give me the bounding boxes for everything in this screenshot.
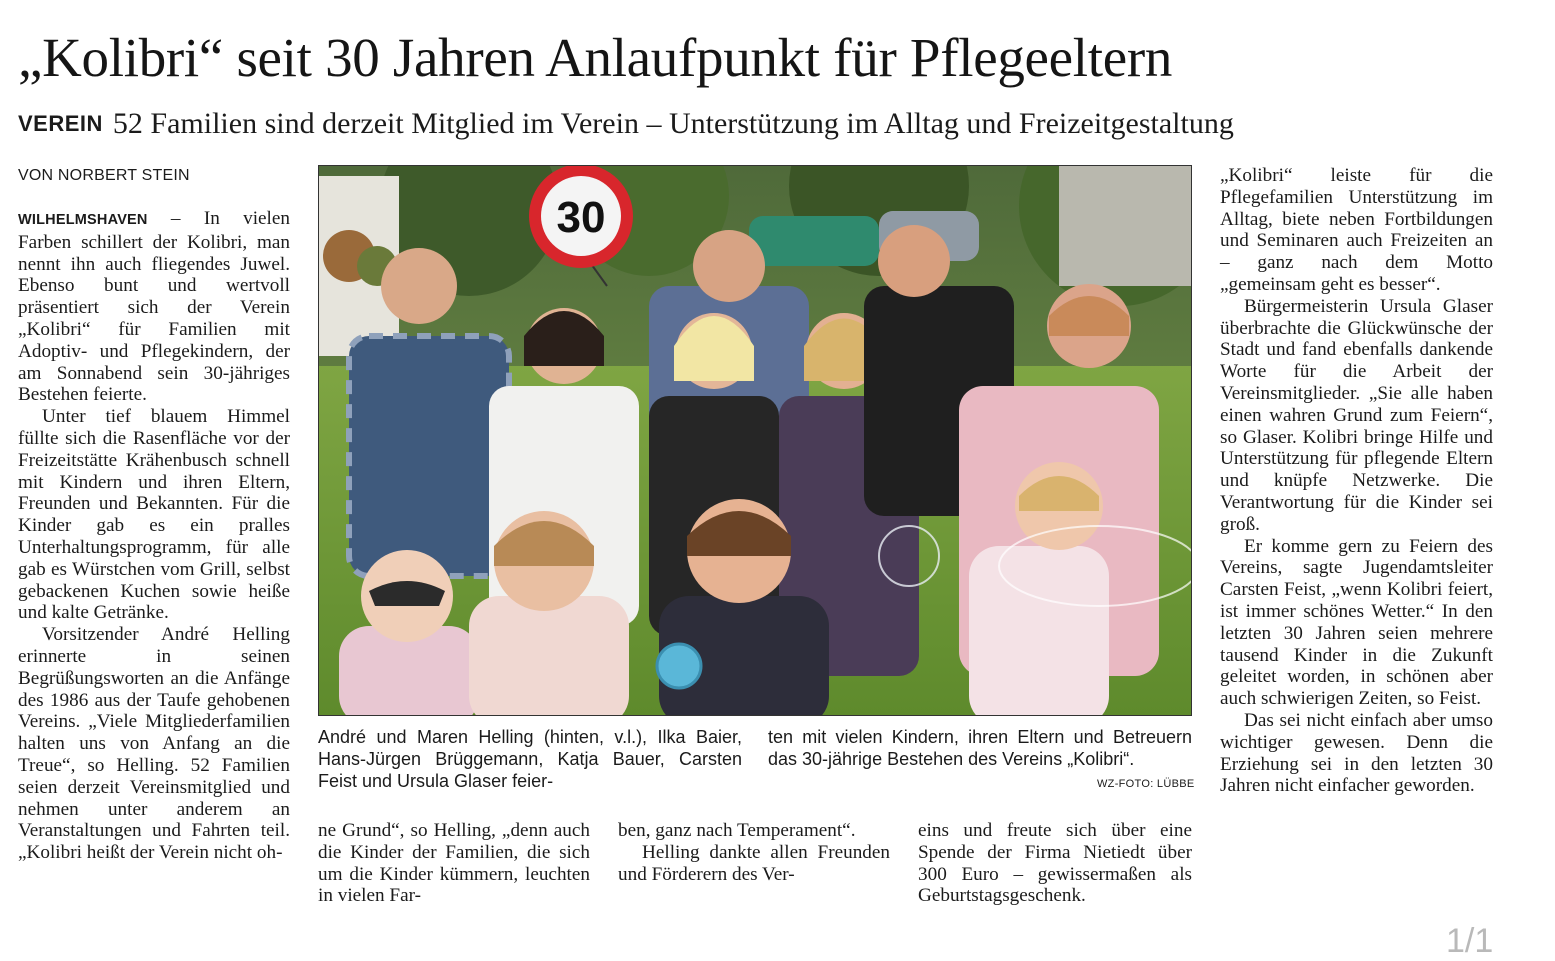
article-column-2 [318,820,590,907]
balloon-number: 30 [556,193,606,242]
byline: VON NORBERT STEIN [18,167,190,184]
article-column-3 [618,820,890,885]
article-column-5 [1220,165,1493,797]
paragraph: Unter tief blauem Himmel füllte sich die Rasenfläche vor der Freizeitstätte Krähenbusch schnell mit Kindern und ihren Eltern, Freunden und Bekannten. Für die Kinder gab es ein pralles Unterhaltungsprogramm, für alle gab es Würstchen vom Grill, selbst gebackenen Kuchen sowie heiße und kalte Getränke. [18,406,290,624]
headline: „Kolibri“ seit 30 Jahren Anlaufpunkt für Pflegeeltern [18,27,1173,88]
photo-caption-right: ten mit vielen Kindern, ihren Eltern und Betreuern das 30-jährige Bestehen des Vereins „Kolibri“. [768,727,1192,769]
paragraph: „Kolibri“ leiste für die Pflegefamilien Unterstützung im Alltag, biete neben Fortbildungen und Seminaren auch Freizeiten an – ganz nach dem Motto „gemeinsam geht es besser“. [1220,165,1493,295]
article-photo [318,165,1192,716]
subheadline-line [18,104,1538,144]
paragraph: Er komme gern zu Feiern des Vereins, sagte Jugendamtsleiter Carsten Feist, „wenn Kolibri feiert, ist immer schönes Wetter.“ In den letzten 30 Jahren seien mehrere tausend Kinder in die Zukunft geleitet worden, in schönen aber auch schwierigen Zeiten, so Feist. [1220,535,1493,710]
paragraph: Das sei nicht einfach aber umso wichtiger gewesen. Denn die Erziehung sei in den letzten 30 Jahren nicht einfacher geworden. [1220,709,1493,797]
article-column-1 [18,208,290,864]
subheadline: 52 Familien sind derzeit Mitglied im Verein – Unterstützung im Alltag und Freizeitgestaltung [112,107,1234,140]
photo-credit: WZ-FOTO: LÜBBE [1097,778,1195,790]
group-photo-illustration [319,166,1192,716]
paragraph: ne Grund“, so Helling, „denn auch die Kinder der Familien, die sich um die Kinder kümmern, leuchten in vielen Far- [318,820,590,907]
page-indicator: 1/1 [1446,922,1494,960]
paragraph-text: – In vielen Farben schillert der Kolibri, man nennt ihn auch fliegendes Juwel. Ebenso bunt und wertvoll präsentiert sich der Verein „Kolibri“ für Familien mit Adoptiv- und Pflegekindern, der am Sonnabend sein 30-jähriges Bestehen feierte. [18,208,290,406]
photo-caption-left: André und Maren Helling (hinten, v.l.), Ilka Baier, Hans-Jürgen Brüggemann, Katja Bauer, Carsten Feist und Ursula Glaser feier- [318,727,742,791]
dateline: WILHELMSHAVEN [18,212,148,228]
paragraph: Bürgermeisterin Ursula Glaser überbrachte die Glückwünsche der Stadt und fand ebenfalls dankende Worte für die Arbeit der Vereinsmitglieder. „Sie alle haben einen wahren Grund zum Feiern“, so Glaser. Kolibri bringe Hilfe und Unterstützung für pflegende Eltern und knüpfe Netzwerke. Die Verantwortung für die Kinder sei groß. [1220,295,1493,535]
rubric-label: VEREIN [18,111,103,136]
paragraph: Vorsitzender André Helling erinnerte in seinen Begrüßungsworten an die Anfänge des 1986 aus der Taufe gehobenen Vereins. „Viele Mitgliederfamilien halten uns von Anfang an die Treue“, so Helling. 52 Familien seien derzeit Vereinsmitglied und nehmen unter anderem an Veranstaltungen und Fahrten teil. „Kolibri heißt der Verein nicht oh- [18,624,290,864]
paragraph: eins und freute sich über eine Spende der Firma Nietiedt über 300 Euro – gewissermaßen als Geburtstagsgeschenk. [918,820,1192,907]
article-column-4 [918,820,1192,907]
paragraph: Helling dankte allen Freunden und Förderern des Ver- [618,841,890,885]
paragraph: ben, ganz nach Temperament“. [618,820,856,841]
paragraph [18,208,290,406]
